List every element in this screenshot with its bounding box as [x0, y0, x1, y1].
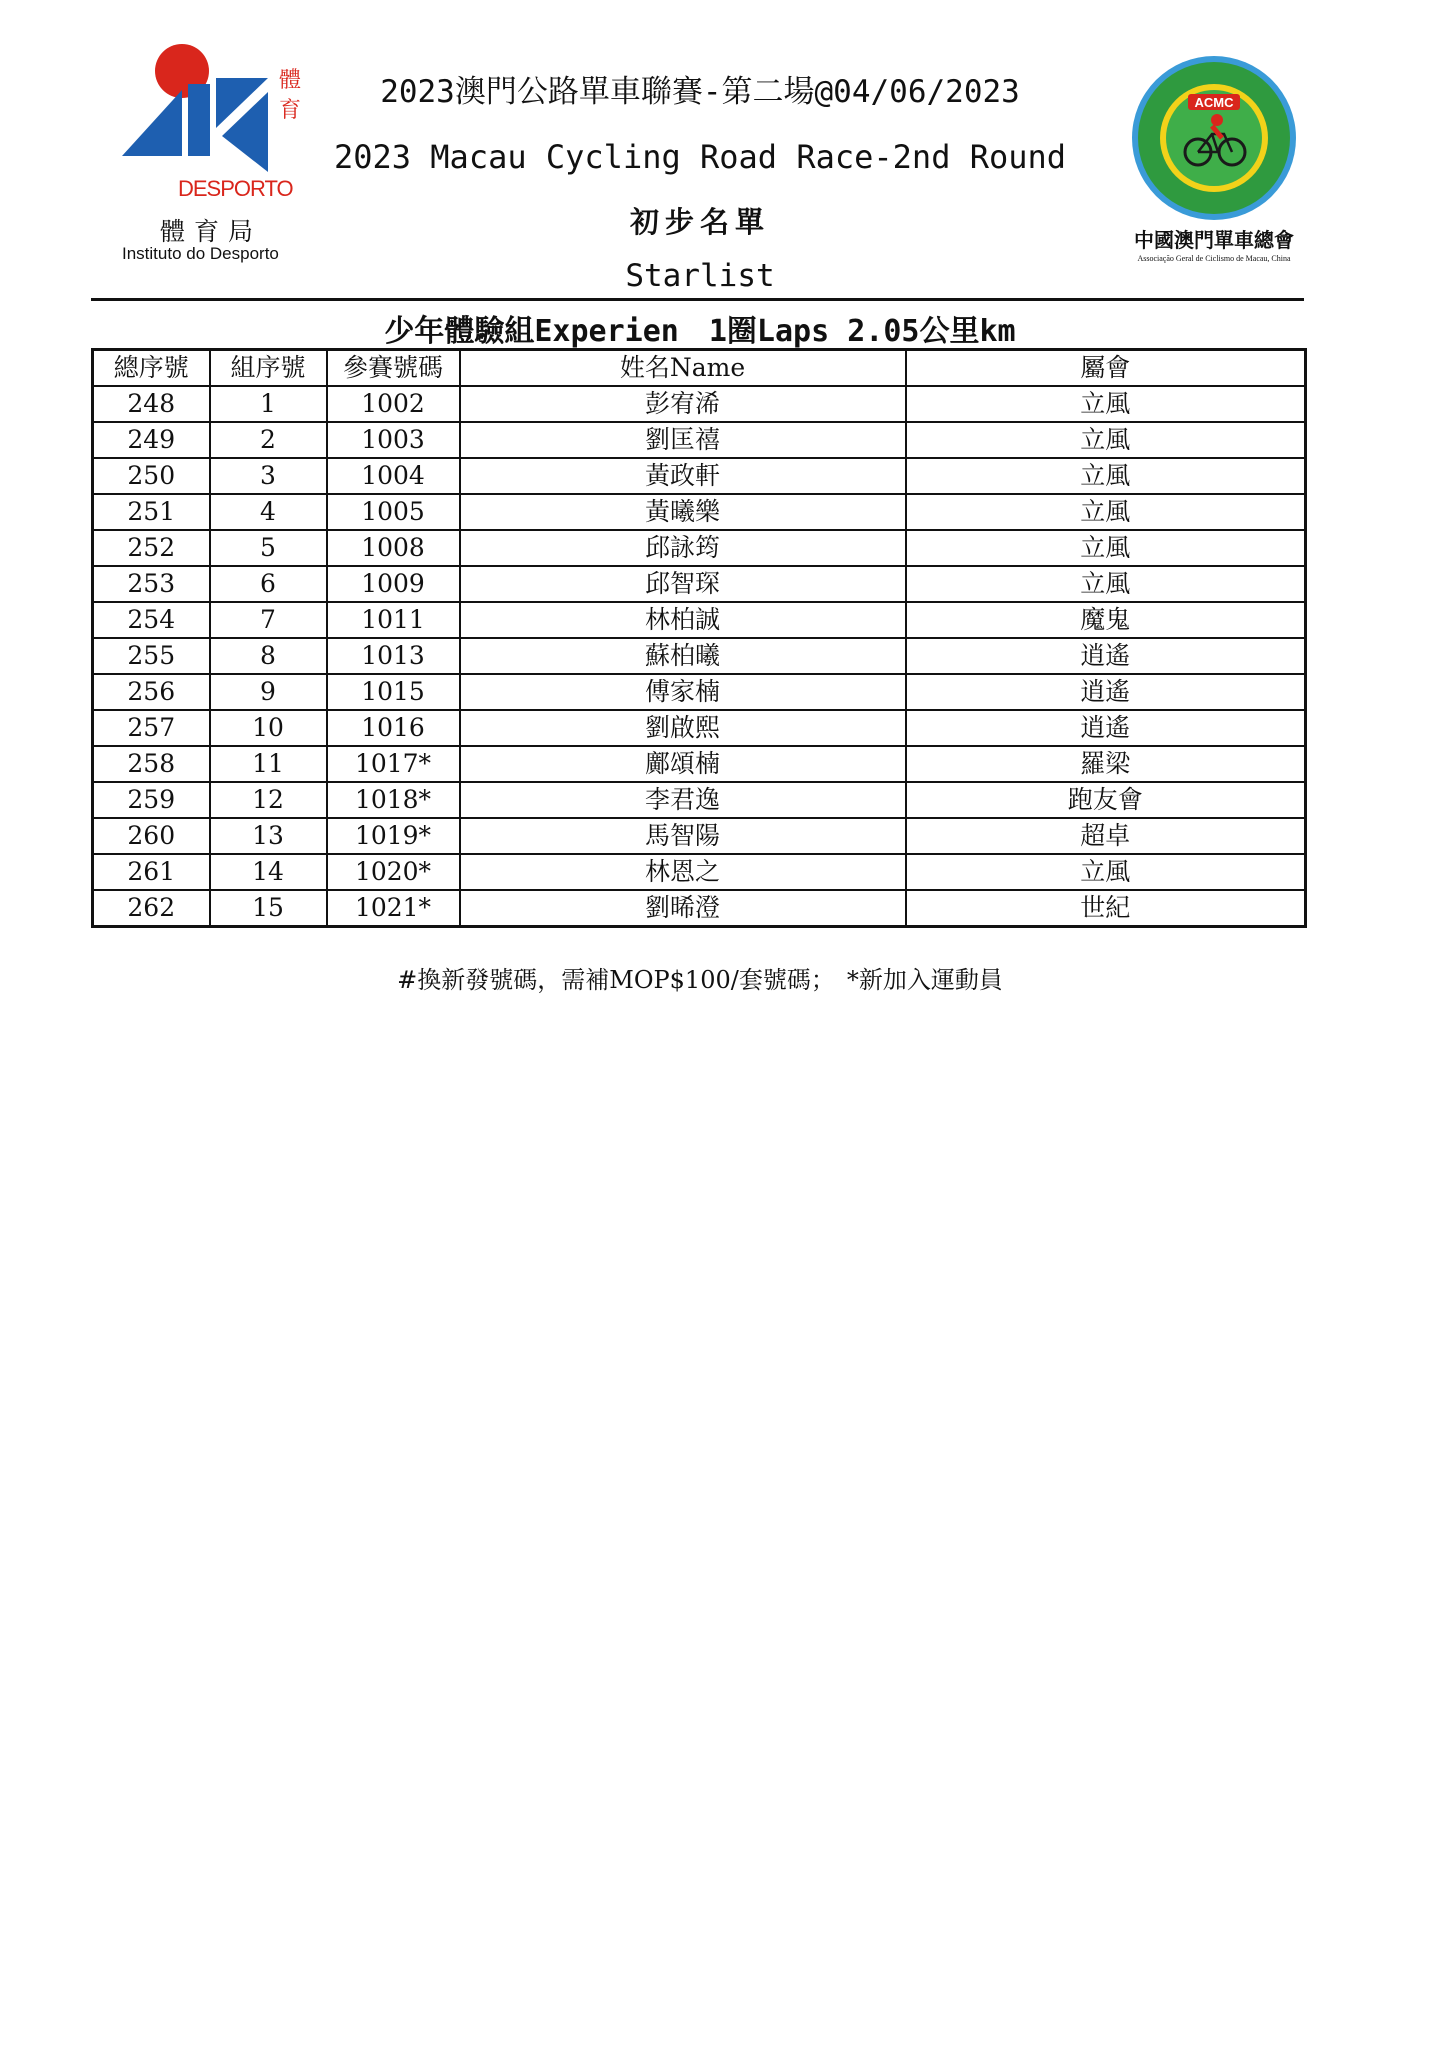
cell-group-no: 5: [210, 530, 327, 566]
table-row: [93, 710, 1306, 746]
cell-club: 超卓: [906, 818, 1306, 854]
table-header-row: [93, 350, 1306, 387]
cell-group-no: 10: [210, 710, 327, 746]
table-row: [93, 422, 1306, 458]
table-row: [93, 602, 1306, 638]
cell-name: 劉匡禧: [460, 422, 906, 458]
cell-bib-no: 1021*: [327, 890, 460, 927]
cell-bib-no: 1017*: [327, 746, 460, 782]
cell-bib-no: 1011: [327, 602, 460, 638]
cell-club: 跑友會: [906, 782, 1306, 818]
starlist-table: [91, 348, 1307, 928]
subtitle-en: Starlist: [625, 258, 775, 294]
cell-overall-no: 250: [93, 458, 210, 494]
cell-name: 傅家楠: [460, 674, 906, 710]
cell-club: 立風: [906, 422, 1306, 458]
cell-name: 邱詠筠: [460, 530, 906, 566]
cell-club: 立風: [906, 494, 1306, 530]
cell-club: 立風: [906, 386, 1306, 422]
cell-club: 立風: [906, 854, 1306, 890]
acmc-name-zh: 中國澳門單車總會: [1134, 228, 1294, 252]
cell-group-no: 12: [210, 782, 327, 818]
header-bib-no: 參賽號碼: [327, 350, 460, 387]
table-row: [93, 674, 1306, 710]
cell-name: 林柏誠: [460, 602, 906, 638]
cell-group-no: 1: [210, 386, 327, 422]
cell-overall-no: 252: [93, 530, 210, 566]
footnote: #換新發號碼，需補MOP$100/套號碼； *新加入運動員: [397, 966, 1003, 994]
cell-name: 馬智陽: [460, 818, 906, 854]
cell-group-no: 4: [210, 494, 327, 530]
table-row: [93, 566, 1306, 602]
cell-name: 劉啟熙: [460, 710, 906, 746]
cell-overall-no: 261: [93, 854, 210, 890]
header-overall-no: 總序號: [93, 350, 210, 387]
cell-bib-no: 1015: [327, 674, 460, 710]
cell-group-no: 2: [210, 422, 327, 458]
cell-bib-no: 1020*: [327, 854, 460, 890]
table-row: [93, 638, 1306, 674]
cell-club: 逍遙: [906, 674, 1306, 710]
cell-group-no: 15: [210, 890, 327, 927]
cell-club: 羅梁: [906, 746, 1306, 782]
header-group-no: 組序號: [210, 350, 327, 387]
cell-club: 魔鬼: [906, 602, 1306, 638]
cell-club: 逍遙: [906, 638, 1306, 674]
cell-bib-no: 1005: [327, 494, 460, 530]
cell-overall-no: 251: [93, 494, 210, 530]
cell-bib-no: 1003: [327, 422, 460, 458]
table-row: [93, 494, 1306, 530]
table-row: [93, 782, 1306, 818]
header-club: 屬會: [906, 350, 1306, 387]
cell-name: 林恩之: [460, 854, 906, 890]
cell-overall-no: 249: [93, 422, 210, 458]
table-row: [93, 386, 1306, 422]
cell-group-no: 11: [210, 746, 327, 782]
cell-group-no: 13: [210, 818, 327, 854]
cell-overall-no: 248: [93, 386, 210, 422]
cell-name: 李君逸: [460, 782, 906, 818]
subtitle-zh: 初步名單: [629, 205, 770, 239]
desporto-name-pt: Instituto do Desporto: [122, 244, 279, 263]
table-row: [93, 890, 1306, 927]
desporto-name-zh: 體育局: [160, 217, 263, 246]
category-heading: 少年體驗組Experien 1圈Laps 2.05公里km: [384, 314, 1016, 349]
table-row: [93, 746, 1306, 782]
cell-name: 彭宥浠: [460, 386, 906, 422]
cell-bib-no: 1002: [327, 386, 460, 422]
cell-overall-no: 255: [93, 638, 210, 674]
cell-overall-no: 253: [93, 566, 210, 602]
title-zh: 2023澳門公路單車聯賽-第二場@04/06/2023: [380, 74, 1020, 110]
desporto-word: DESPORTO: [178, 176, 293, 201]
cell-name: 蘇柏曦: [460, 638, 906, 674]
cell-overall-no: 254: [93, 602, 210, 638]
cell-bib-no: 1004: [327, 458, 460, 494]
title-en: 2023 Macau Cycling Road Race-2nd Round: [333, 138, 1067, 176]
header-name: 姓名Name: [460, 350, 906, 387]
cell-group-no: 8: [210, 638, 327, 674]
acmc-badge-text: ACMC: [1194, 95, 1234, 110]
cell-overall-no: 262: [93, 890, 210, 927]
table-row: [93, 530, 1306, 566]
desporto-chars: 體育: [278, 68, 301, 123]
cell-group-no: 9: [210, 674, 327, 710]
cell-group-no: 14: [210, 854, 327, 890]
cell-club: 逍遙: [906, 710, 1306, 746]
table-row: [93, 818, 1306, 854]
cell-club: 世紀: [906, 890, 1306, 927]
cell-club: 立風: [906, 458, 1306, 494]
cell-group-no: 3: [210, 458, 327, 494]
cell-bib-no: 1013: [327, 638, 460, 674]
cell-overall-no: 257: [93, 710, 210, 746]
table-row: [93, 854, 1306, 890]
cell-club: 立風: [906, 566, 1306, 602]
header-divider: [91, 298, 1304, 301]
cell-overall-no: 260: [93, 818, 210, 854]
cell-overall-no: 259: [93, 782, 210, 818]
cell-name: 黃曦樂: [460, 494, 906, 530]
cell-name: 黃政軒: [460, 458, 906, 494]
cell-club: 立風: [906, 530, 1306, 566]
cell-bib-no: 1018*: [327, 782, 460, 818]
cell-name: 邱智琛: [460, 566, 906, 602]
cell-name: 劉晞澄: [460, 890, 906, 927]
cell-bib-no: 1016: [327, 710, 460, 746]
cell-bib-no: 1008: [327, 530, 460, 566]
cell-name: 鄺頌楠: [460, 746, 906, 782]
cell-bib-no: 1009: [327, 566, 460, 602]
cell-group-no: 7: [210, 602, 327, 638]
cell-overall-no: 256: [93, 674, 210, 710]
cell-group-no: 6: [210, 566, 327, 602]
table-row: [93, 458, 1306, 494]
cell-bib-no: 1019*: [327, 818, 460, 854]
cell-overall-no: 258: [93, 746, 210, 782]
acmc-name-pt: Associação Geral de Ciclismo de Macau, China: [1137, 254, 1291, 263]
